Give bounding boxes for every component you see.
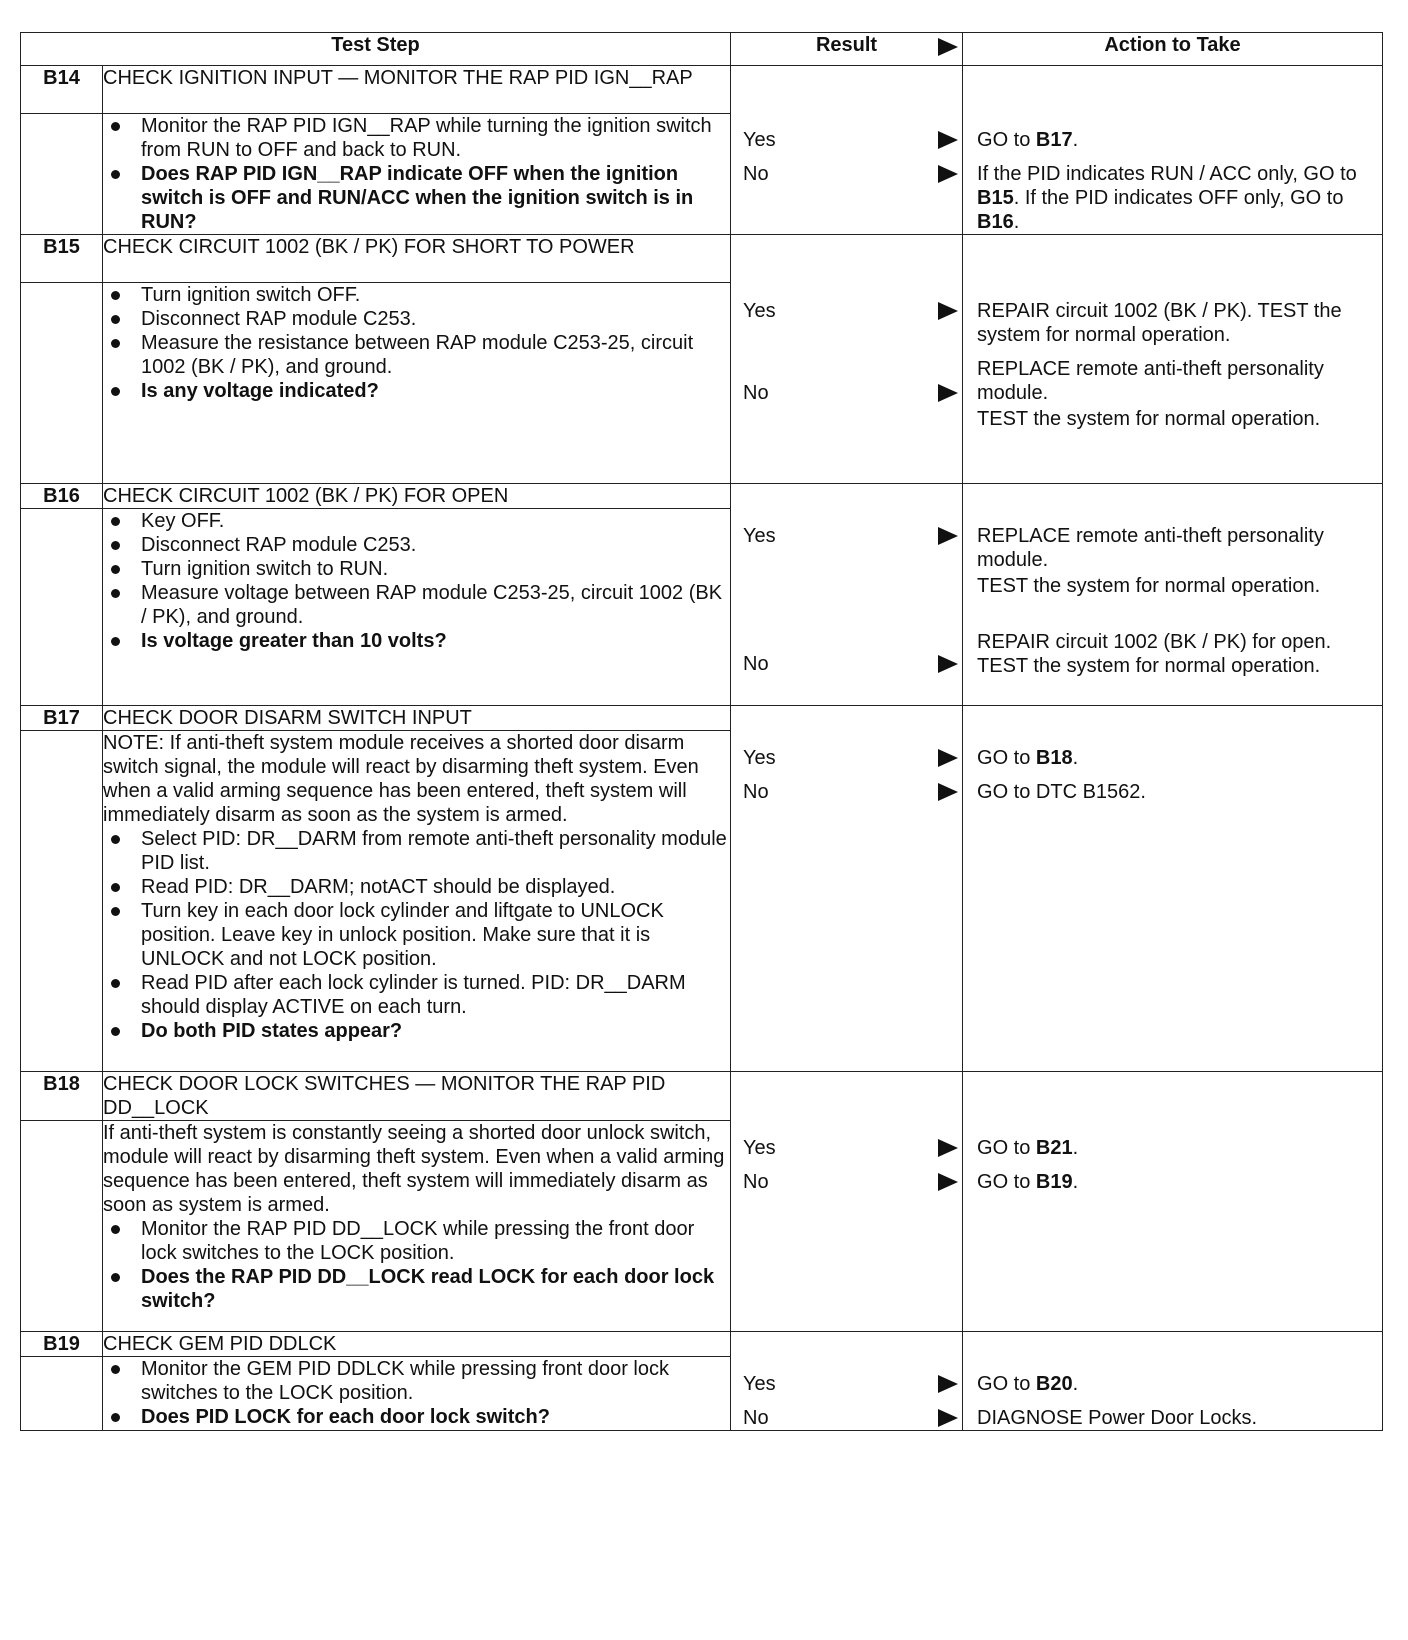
step-body xyxy=(103,114,731,235)
arrow-right-icon xyxy=(938,38,958,56)
action-cell xyxy=(963,1072,1383,1332)
result-no: No xyxy=(731,652,962,676)
step-question: Does PID LOCK for each door lock switch? xyxy=(103,1405,730,1429)
action-header: Action to Take xyxy=(963,33,1383,66)
step-b14-title-row xyxy=(21,66,1383,114)
step-bullet-list xyxy=(103,827,730,1043)
step-ref: B15 xyxy=(977,187,1014,209)
step-id: B16 xyxy=(21,484,103,509)
step-b17-title-row xyxy=(21,706,1383,731)
step-ref: B18 xyxy=(1035,747,1073,769)
action-cell xyxy=(963,1332,1383,1431)
step-question: Do both PID states appear? xyxy=(103,1019,730,1043)
action-cell xyxy=(963,484,1383,706)
arrow-right-icon xyxy=(938,1139,958,1157)
step-bullet: Measure the resistance between RAP module C253-25, circuit 1002 (BK / PK), and ground. xyxy=(103,331,730,379)
step-bullet: Turn key in each door lock cylinder and liftgate to UNLOCK position. Leave key in unlock position. Make sure that it is UNLOCK and not LOCK position. xyxy=(103,899,730,971)
pinpoint-test-table xyxy=(20,32,1383,1431)
result-header xyxy=(731,33,963,66)
step-title: CHECK IGNITION INPUT — MONITOR THE RAP PID IGN__RAP xyxy=(103,66,731,114)
test-step-header: Test Step xyxy=(21,33,731,66)
action-cell xyxy=(963,706,1383,1072)
step-question: Is any voltage indicated? xyxy=(103,379,730,403)
action-yes-test: TEST the system for normal operation. xyxy=(977,575,1321,597)
arrow-right-icon xyxy=(938,1409,958,1427)
action-yes: GO to B20. xyxy=(977,1373,1079,1395)
step-ref: B19 xyxy=(1035,1171,1073,1193)
step-bullet-list xyxy=(103,509,730,653)
result-cell xyxy=(731,66,963,235)
arrow-right-icon xyxy=(938,783,958,801)
step-body xyxy=(103,509,731,706)
arrow-right-icon xyxy=(938,131,958,149)
result-no: No xyxy=(731,381,962,405)
result-no: No xyxy=(731,162,962,186)
step-body xyxy=(103,1121,731,1332)
arrow-right-icon xyxy=(938,655,958,673)
action-yes: GO to B17. xyxy=(977,129,1079,151)
result-cell xyxy=(731,706,963,1072)
step-body xyxy=(103,283,731,484)
action-no-test: TEST the system for normal operation. xyxy=(977,408,1321,430)
step-b15-title-row xyxy=(21,235,1383,283)
step-ref: B21 xyxy=(1035,1137,1073,1159)
result-no: No xyxy=(731,1406,962,1430)
action-no: GO to B19. xyxy=(977,1171,1079,1193)
action-cell xyxy=(963,235,1383,484)
step-ref: B17 xyxy=(1035,129,1073,151)
result-cell xyxy=(731,1332,963,1431)
result-yes: Yes xyxy=(731,1372,962,1396)
result-cell xyxy=(731,1072,963,1332)
step-bullet: Key OFF. xyxy=(103,509,730,533)
step-bullet: Measure voltage between RAP module C253-25, circuit 1002 (BK / PK), and ground. xyxy=(103,581,730,629)
result-header-label: Result xyxy=(815,34,878,56)
action-yes: GO to B18. xyxy=(977,747,1079,769)
step-note: If anti-theft system is constantly seeing a shorted door unlock switch, module will react by disarming theft system. Even when a valid arming sequence has been entered, theft system will immediately disarm as soon as system is armed. xyxy=(103,1122,725,1216)
action-no: GO to DTC B1562. xyxy=(977,781,1146,803)
arrow-right-icon xyxy=(938,527,958,545)
step-id: B15 xyxy=(21,235,103,283)
step-bullet: Read PID after each lock cylinder is turned. PID: DR__DARM should display ACTIVE on each turn. xyxy=(103,971,730,1019)
step-b16-title-row xyxy=(21,484,1383,509)
arrow-right-icon xyxy=(938,749,958,767)
action-no: REPLACE remote anti-theft personality module. xyxy=(977,358,1324,404)
step-title: CHECK GEM PID DDLCK xyxy=(103,1332,731,1357)
result-no: No xyxy=(731,1170,962,1194)
result-yes: Yes xyxy=(731,1136,962,1160)
step-body xyxy=(103,1357,731,1431)
result-no: No xyxy=(731,780,962,804)
step-b19-title-row xyxy=(21,1332,1383,1357)
step-bullet: Monitor the RAP PID IGN__RAP while turning the ignition switch from RUN to OFF and back to RUN. xyxy=(103,114,730,162)
diagnostic-document xyxy=(20,32,1382,1431)
step-ref: B20 xyxy=(1035,1373,1073,1395)
step-bullet: Monitor the RAP PID DD__LOCK while pressing the front door lock switches to the LOCK position. xyxy=(103,1217,730,1265)
arrow-right-icon xyxy=(938,165,958,183)
result-yes: Yes xyxy=(731,128,962,152)
result-yes: Yes xyxy=(731,746,962,770)
step-bullet: Select PID: DR__DARM from remote anti-theft personality module PID list. xyxy=(103,827,730,875)
step-id: B17 xyxy=(21,706,103,731)
step-body xyxy=(103,731,731,1072)
action-cell xyxy=(963,66,1383,235)
step-title: CHECK DOOR DISARM SWITCH INPUT xyxy=(103,706,731,731)
arrow-right-icon xyxy=(938,302,958,320)
step-question: Does the RAP PID DD__LOCK read LOCK for each door lock switch? xyxy=(103,1265,730,1313)
step-id: B14 xyxy=(21,66,103,114)
step-bullet: Turn ignition switch OFF. xyxy=(103,283,730,307)
step-bullet-list xyxy=(103,283,730,403)
step-bullet: Monitor the GEM PID DDLCK while pressing front door lock switches to the LOCK position. xyxy=(103,1357,730,1405)
step-bullet-list xyxy=(103,1217,730,1313)
step-bullet-list xyxy=(103,1357,730,1429)
step-id: B19 xyxy=(21,1332,103,1357)
step-bullet: Read PID: DR__DARM; notACT should be displayed. xyxy=(103,875,730,899)
arrow-right-icon xyxy=(938,1173,958,1191)
step-ref: B16 xyxy=(977,211,1014,233)
arrow-right-icon xyxy=(938,384,958,402)
step-id: B18 xyxy=(21,1072,103,1121)
action-no: REPAIR circuit 1002 (BK / PK) for open. TEST the system for normal operation. xyxy=(977,631,1332,677)
result-cell xyxy=(731,484,963,706)
step-b18-title-row xyxy=(21,1072,1383,1121)
action-no: If the PID indicates RUN / ACC only, GO to B15. If the PID indicates OFF only, GO to B16. xyxy=(977,163,1357,233)
header-row xyxy=(21,33,1383,66)
step-bullet: Disconnect RAP module C253. xyxy=(103,533,730,557)
result-yes: Yes xyxy=(731,299,962,323)
result-yes: Yes xyxy=(731,524,962,548)
result-cell xyxy=(731,235,963,484)
action-yes: REPLACE remote anti-theft personality module. xyxy=(977,525,1324,571)
step-bullet-list xyxy=(103,114,730,234)
step-question: Does RAP PID IGN__RAP indicate OFF when the ignition switch is OFF and RUN/ACC when the ignition switch is in RUN? xyxy=(103,162,730,234)
action-yes: GO to B21. xyxy=(977,1137,1079,1159)
step-title: CHECK DOOR LOCK SWITCHES — MONITOR THE RAP PID DD__LOCK xyxy=(103,1072,731,1121)
action-yes: REPAIR circuit 1002 (BK / PK). TEST the system for normal operation. xyxy=(977,300,1342,346)
step-bullet: Disconnect RAP module C253. xyxy=(103,307,730,331)
step-note: NOTE: If anti-theft system module receives a shorted door disarm switch signal, the module will react by disarming theft system. Even when a valid arming sequence has been entered, theft system will immediately disarm as soon as the system is armed. xyxy=(103,732,699,826)
step-question: Is voltage greater than 10 volts? xyxy=(103,629,730,653)
step-title: CHECK CIRCUIT 1002 (BK / PK) FOR SHORT TO POWER xyxy=(103,235,731,283)
step-title: CHECK CIRCUIT 1002 (BK / PK) FOR OPEN xyxy=(103,484,731,509)
action-no: DIAGNOSE Power Door Locks. xyxy=(977,1407,1258,1429)
step-bullet: Turn ignition switch to RUN. xyxy=(103,557,730,581)
arrow-right-icon xyxy=(938,1375,958,1393)
